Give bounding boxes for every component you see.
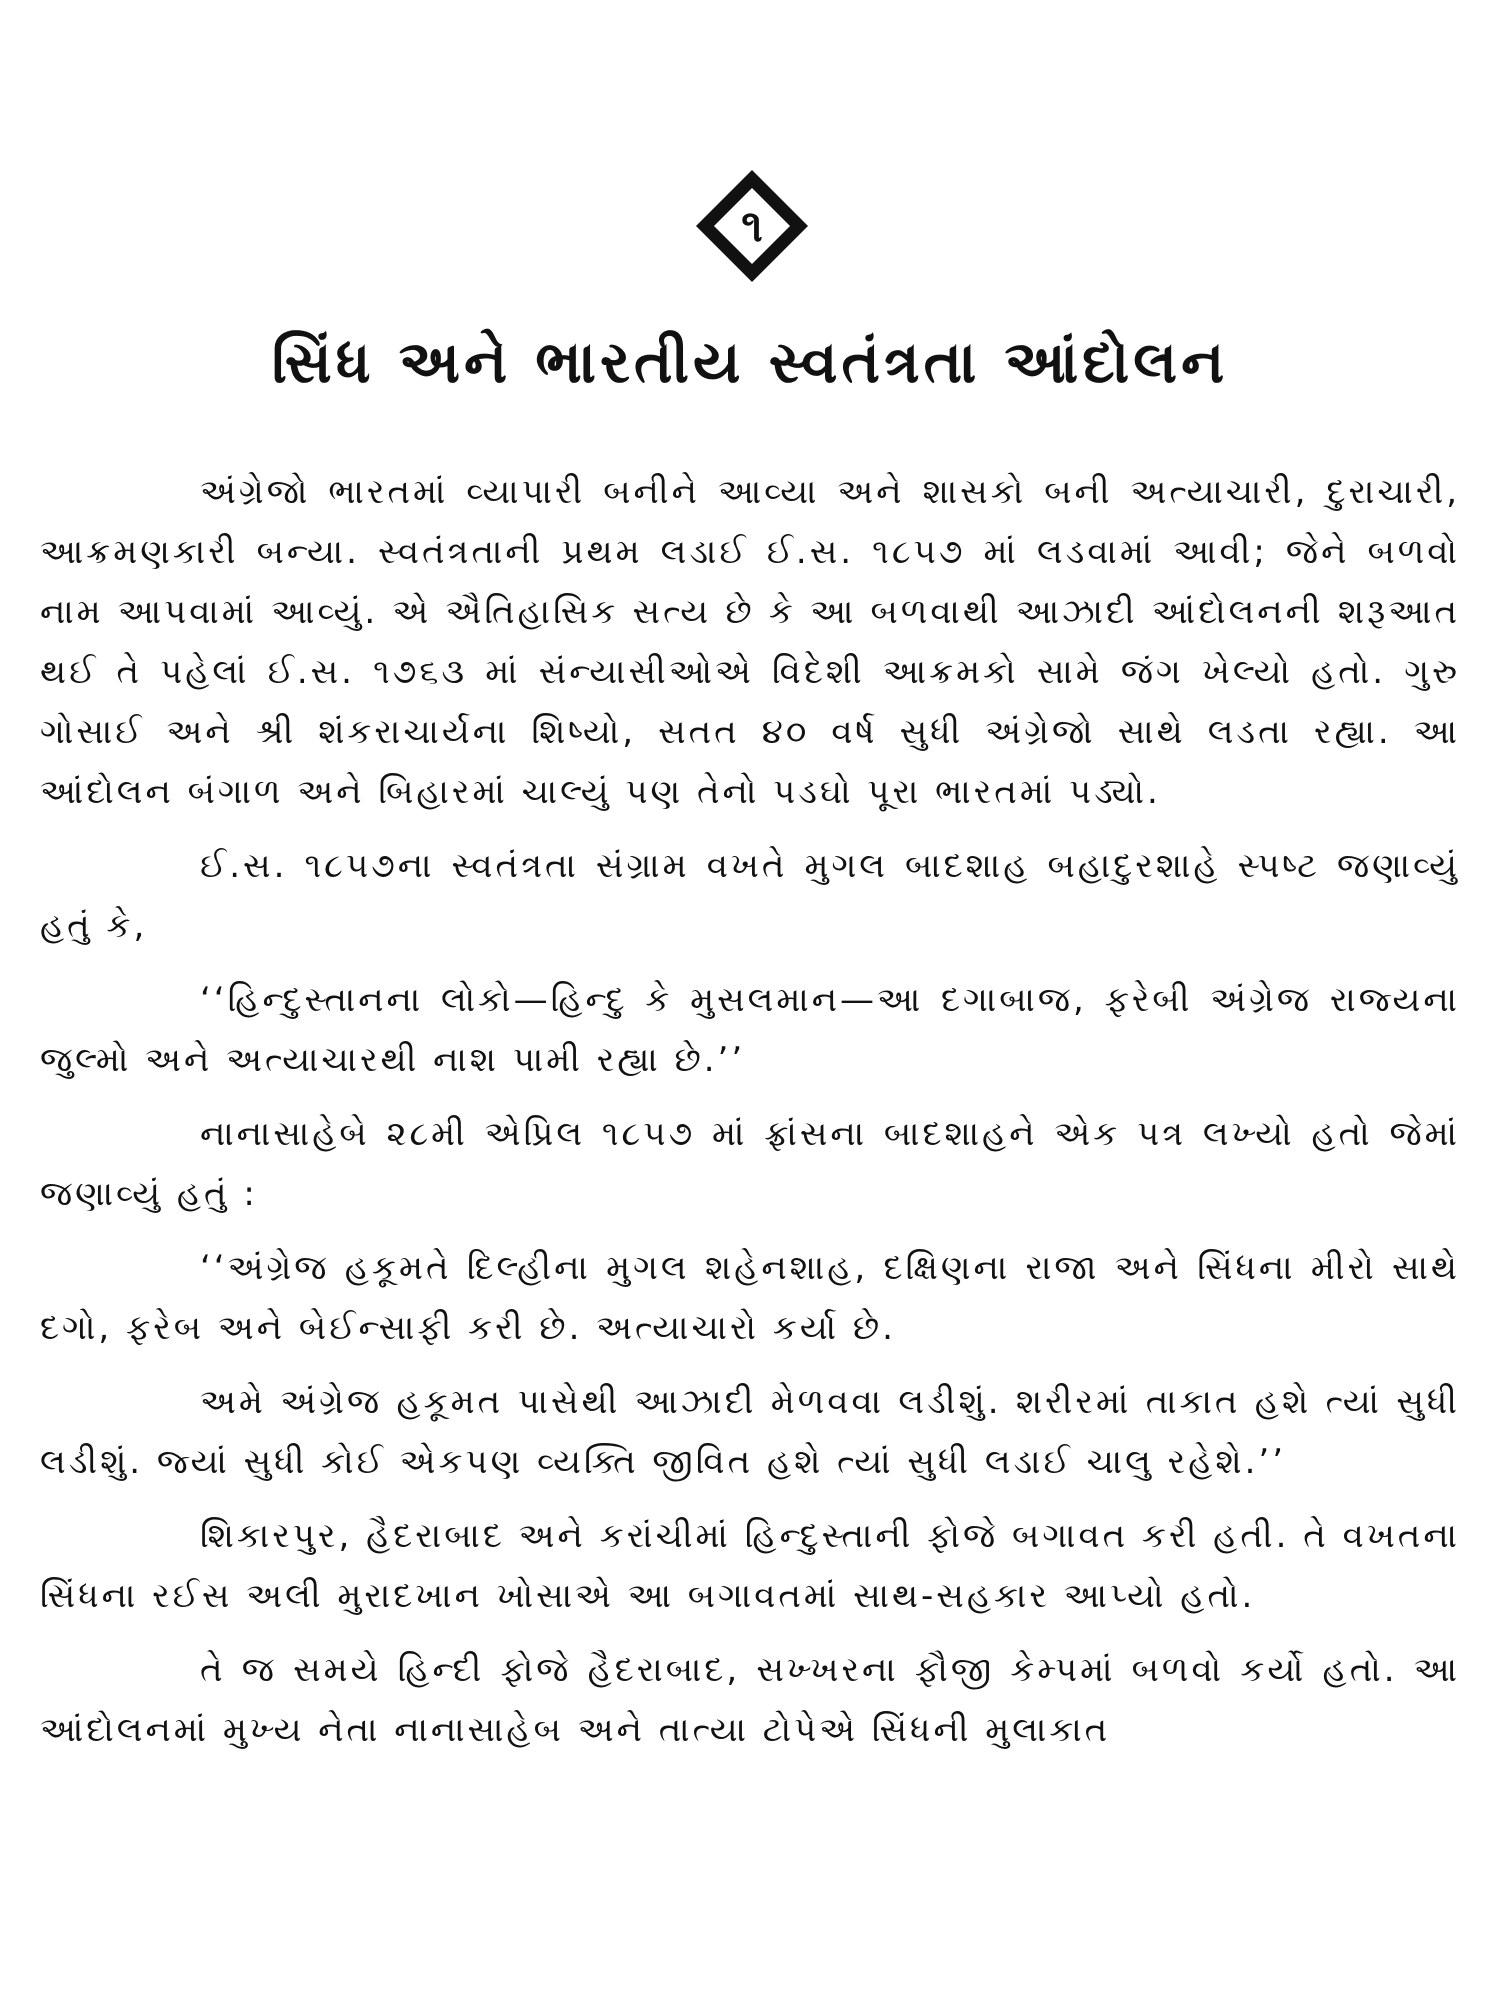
paragraph: શિકારપુર, હૈદરાબાદ અને કરાંચીમાં હિન્દુસ્તાની ફોજે બગાવત કરી હતી. તે વખતના સિંધના રઈસ અલી મુરાદખાન ખોસાએ આ બગાવતમાં સાથ-સહકાર આપ્યો હતો. xyxy=(40,1516,1460,1616)
paragraph: ઈ.સ. ૧૮૫૭ના સ્વતંત્રતા સંગ્રામ વખતે મુગલ બાદશાહ બહાદુરશાહે સ્પષ્ટ જણાવ્યું હતું કે, xyxy=(40,846,1460,946)
chapter-number: ૧ xyxy=(741,200,763,252)
chapter-title: સિંધ અને ભારતીય સ્વતંત્રતા આંદોલન xyxy=(271,328,1229,396)
quote-paragraph: ‘‘અંગ્રેજ હકૂમતે દિલ્હીના મુગલ શહેનશાહ, દક્ષિણના રાજા અને સિંધના મીરો સાથે દગો, ફરેબ અને બેઈન્સાફી કરી છે. અત્યાચારો કર્યા છે. xyxy=(40,1248,1460,1348)
paragraph: નાનાસાહેબે ૨૮મી એપ્રિલ ૧૮૫૭ માં ફ્રાંસના બાદશાહને એક પત્ર લખ્યો હતો જેમાં જણાવ્યું હતું : xyxy=(40,1114,1460,1214)
paragraph: તે જ સમયે હિન્દી ફોજે હૈદરાબાદ, સખ્ખરના ફૌજી કેમ્પમાં બળવો કર્યો હતો. આ આંદોલનમાં મુખ્ય નેતા નાનાસાહેબ અને તાત્યા ટોપેએ સિંધની મુલાકાત xyxy=(40,1650,1460,1750)
quote-paragraph: અમે અંગ્રેજ હકૂમત પાસેથી આઝાદી મેળવવા લડીશું. શરીરમાં તાકાત હશે ત્યાં સુધી લડીશું. જ્યાં સુધી કોઈ એકપણ વ્યક્તિ જીવિત હશે ત્યાં સુધી લડાઈ ચાલુ રહેશે.’’ xyxy=(40,1382,1460,1482)
paragraph: અંગ્રેજો ભારતમાં વ્યાપારી બનીને આવ્યા અને શાસકો બની અત્યાચારી, દુરાચારી, આક્રમણકારી બન્યા. સ્વતંત્રતાની પ્રથમ લડાઈ ઈ.સ. ૧૮૫૭ માં લડવામાં આવી; જેને બળવો નામ આપવામાં આવ્યું. એ ઐતિહાસિક સત્ય છે કે આ બળવાથી આઝાદી આંદોલનની શરૂઆત થઈ તે પહેલાં ઈ.સ. ૧૭૬૩ માં સંન્યાસીઓએ વિદેશી આક્રમકો સામે જંગ ખેલ્યો હતો. ગુરુ ગોસાઈ અને શ્રી શંકરાચાર્યના શિષ્યો, સતત ૪૦ વર્ષ સુધી અંગ્રેજો સાથે લડતા રહ્યા. આ આંદોલન બંગાળ અને બિહારમાં ચાલ્યું પણ તેનો પડઘો પૂરા ભારતમાં પડ્યો. xyxy=(40,472,1460,812)
quote-paragraph: ‘‘હિન્દુસ્તાનના લોકો—હિન્દુ કે મુસલમાન—આ દગાબાજ, ફરેબી અંગ્રેજ રાજ્યના જુલ્મો અને અત્યાચારથી નાશ પામી રહ્યા છે.’’ xyxy=(40,980,1460,1080)
body-text xyxy=(40,462,1460,1774)
chapter-badge xyxy=(692,166,812,286)
